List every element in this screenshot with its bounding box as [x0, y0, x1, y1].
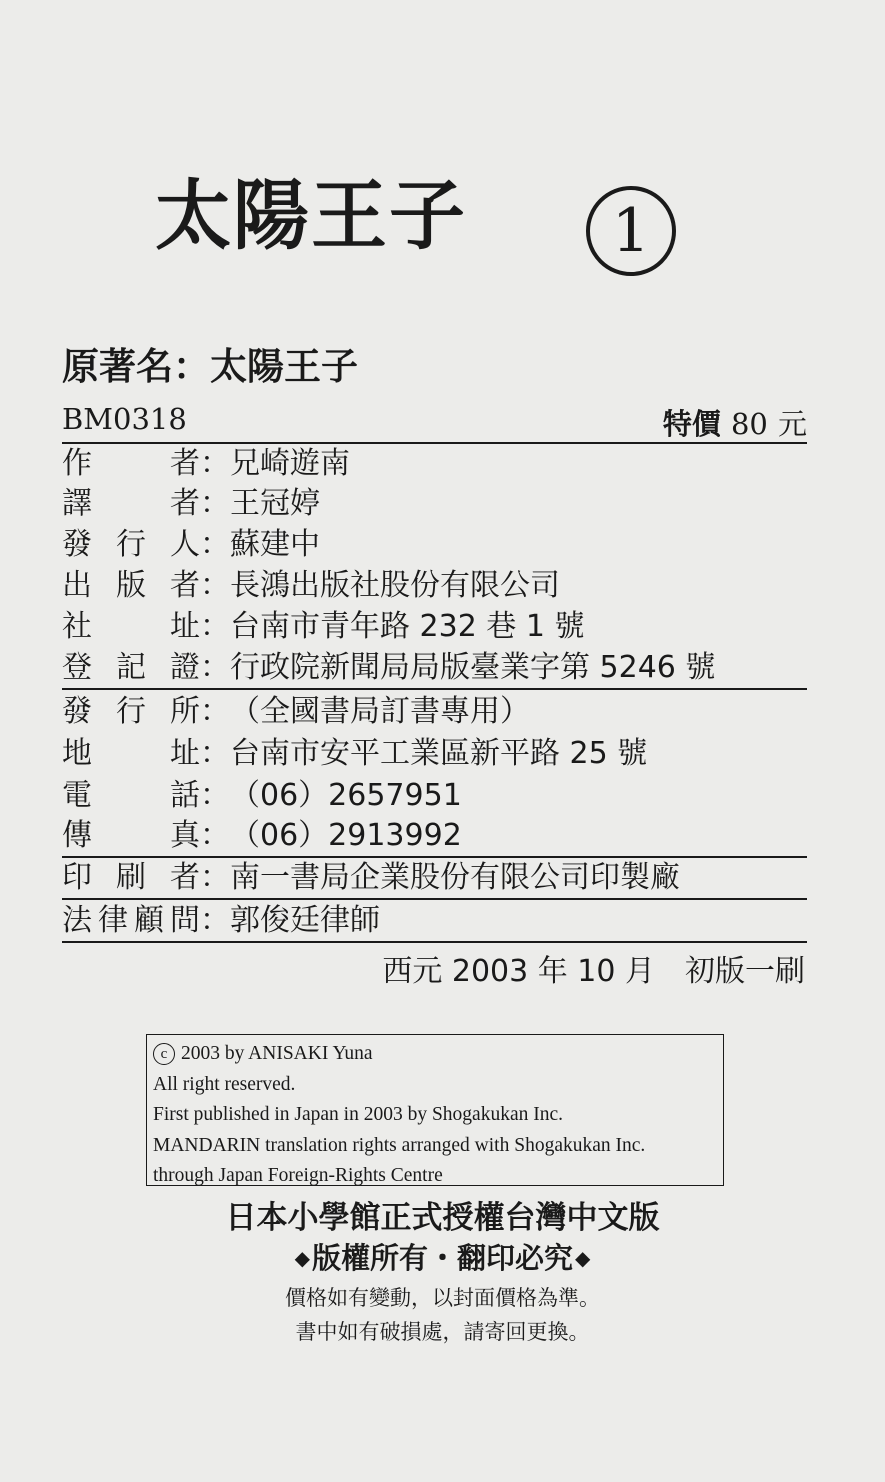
- info-colon: ：: [200, 694, 230, 729]
- copyright-line: MANDARIN translation rights arranged with Shogakukan Inc.: [153, 1134, 646, 1156]
- info-label: 地址: [62, 736, 200, 771]
- copyright-box: [146, 1034, 724, 1186]
- info-value: （06）2657951: [230, 778, 462, 813]
- price-label: 特價: [662, 407, 721, 441]
- price: [663, 402, 807, 443]
- copyright-text: 2003 by ANISAKI Yuna: [181, 1043, 373, 1064]
- info-value: （全國書局訂書專用）: [230, 694, 530, 729]
- info-row-printer: [62, 858, 807, 900]
- copyright-line: First published in Japan in 2003 by Shogakukan Inc.: [153, 1104, 564, 1125]
- info-value: 台南市青年路 232 巷 1 號: [230, 609, 585, 644]
- info-label: 社址: [62, 609, 200, 644]
- info-colon: ：: [200, 736, 230, 771]
- info-row-distributor: [62, 692, 807, 732]
- price-amount: 80: [730, 407, 768, 441]
- info-row-publisher: [62, 566, 807, 606]
- info-colon: ：: [200, 860, 230, 895]
- info-value: 台南市安平工業區新平路 25 號: [230, 736, 648, 771]
- info-label: 法律顧問: [62, 903, 200, 938]
- book-title: 太陽王子: [155, 171, 467, 260]
- info-colon: ：: [200, 446, 230, 481]
- info-label: 發行所: [62, 694, 200, 729]
- volume-number: 1: [586, 186, 676, 276]
- info-row-address: [62, 734, 807, 774]
- info-label: 譯者: [62, 486, 200, 521]
- price-change-note: 價格如有變動，以封面價格為準。: [285, 1286, 600, 1310]
- info-value: 郭俊廷律師: [230, 903, 380, 938]
- info-label: 作者: [62, 446, 200, 481]
- info-label: 發行人: [62, 527, 200, 562]
- info-colon: ：: [200, 609, 230, 644]
- info-value: 行政院新聞局局版臺業字第 5246 號: [230, 650, 716, 685]
- info-value: 長鴻出版社股份有限公司: [230, 568, 560, 603]
- damage-return-note: 書中如有破損處，請寄回更換。: [295, 1320, 590, 1344]
- authorization-notice: 日本小學館正式授權台灣中文版: [225, 1200, 660, 1236]
- info-colon: ：: [200, 778, 230, 813]
- info-value: 兄崎遊南: [230, 446, 350, 481]
- info-value: 蘇建中: [230, 527, 320, 562]
- info-row-translator: [62, 484, 807, 524]
- info-colon: ：: [200, 903, 230, 938]
- info-row-legal-counsel: [62, 901, 807, 943]
- info-row-publisher-person: [62, 525, 807, 565]
- info-row-registration: [62, 648, 807, 690]
- rights-notice: [0, 1236, 885, 1277]
- info-row-fax: [62, 816, 807, 858]
- info-label: 出版者: [62, 568, 200, 603]
- info-colon: ：: [200, 650, 230, 685]
- copyright-line: [153, 1039, 723, 1070]
- info-row-company-address: [62, 607, 807, 647]
- code-price-row: [62, 402, 807, 444]
- copyright-line: All right reserved.: [153, 1073, 296, 1095]
- rights-text: 版權所有・翻印必究: [311, 1241, 573, 1275]
- original-title: 原著名：太陽王子: [62, 345, 358, 388]
- info-colon: ：: [200, 568, 230, 603]
- info-label: 傳真: [62, 818, 200, 853]
- info-label: 印刷者: [62, 860, 200, 895]
- edition-date: 西元 2003 年 10 月 初版一刷: [382, 954, 805, 989]
- info-value: 王冠婷: [230, 486, 320, 521]
- info-colon: ：: [200, 486, 230, 521]
- info-label: 登記證: [62, 650, 200, 685]
- copyright-symbol-icon: c: [153, 1043, 175, 1065]
- info-row-author: [62, 444, 807, 484]
- info-value: 南一書局企業股份有限公司印製廠: [230, 860, 680, 895]
- diamond-left-icon: ◆: [294, 1246, 310, 1270]
- price-unit: 元: [777, 407, 807, 441]
- diamond-right-icon: ◆: [575, 1246, 591, 1270]
- copyright-line: through Japan Foreign-Rights Centre: [153, 1165, 443, 1186]
- info-label: 電話: [62, 778, 200, 813]
- info-colon: ：: [200, 818, 230, 853]
- product-code: BM0318: [62, 402, 187, 436]
- info-row-phone: [62, 776, 807, 816]
- info-value: （06）2913992: [230, 818, 462, 853]
- info-colon: ：: [200, 527, 230, 562]
